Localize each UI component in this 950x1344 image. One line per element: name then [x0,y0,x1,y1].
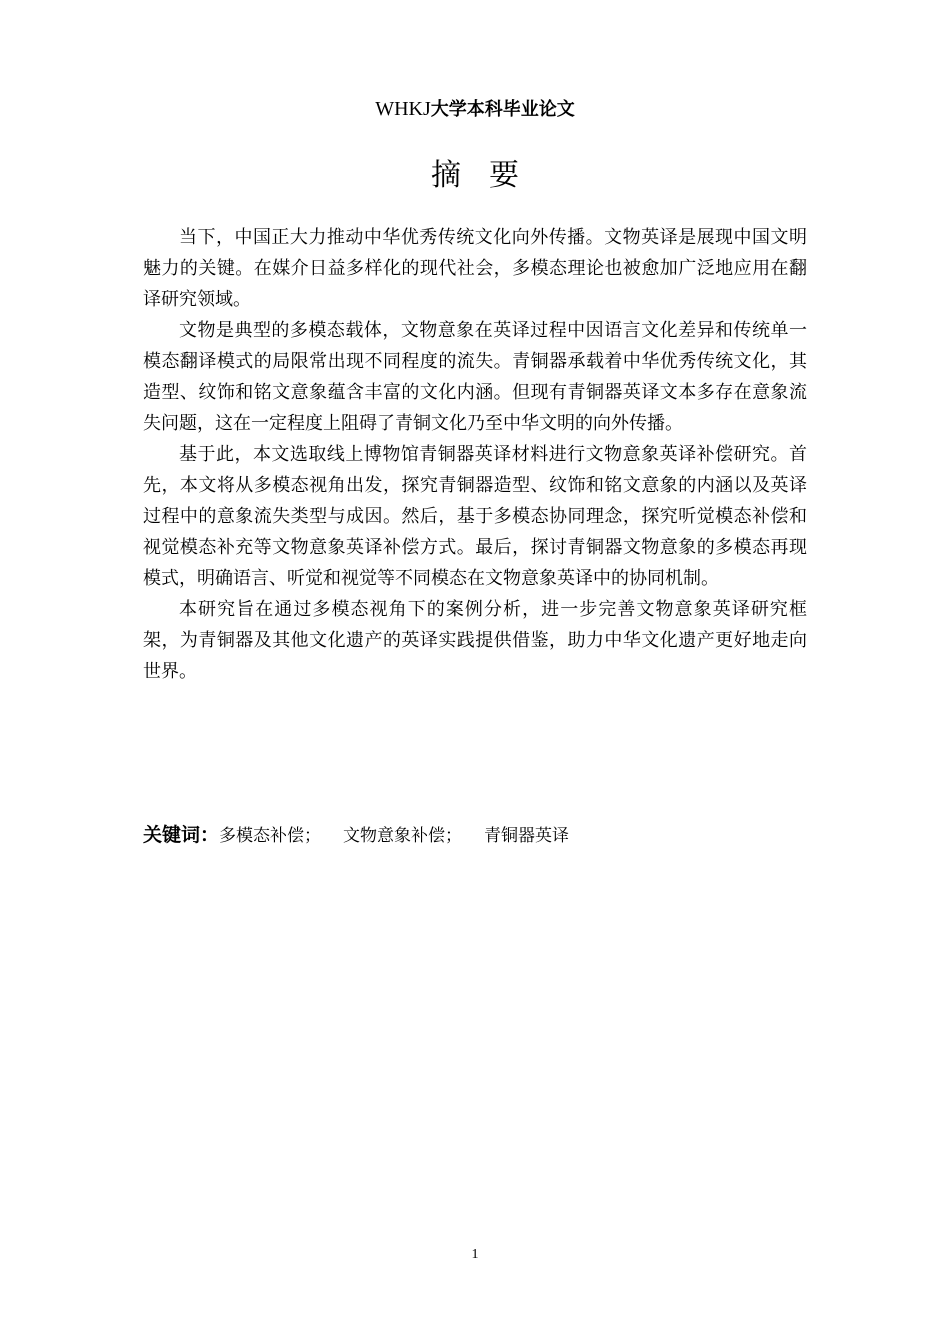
abstract-body [143,222,807,687]
keywords-line [143,820,807,851]
keyword-item: 青铜器英译 [484,826,570,846]
keyword-item: 文物意象补偿； [343,826,463,846]
header-university-code: WHKJ [375,98,431,120]
page-number: 1 [471,1247,479,1262]
keywords-label: 关键词： [143,824,220,846]
abstract-title: 摘要 [431,158,547,193]
abstract-paragraph: 本研究旨在通过多模态视角下的案例分析，进一步完善文物意象英译研究框架，为青铜器及其他文化遗产的英译实践提供借鉴，助力中华文化遗产更好地走向世界。 [143,599,807,682]
running-header [0,94,950,124]
abstract-paragraph: 基于此，本文选取线上博物馆青铜器英译材料进行文物意象英译补偿研究。首先，本文将从多模态视角出发，探究青铜器造型、纹饰和铭文意象的内涵以及英译过程中的意象流失类型与成因。然后，基于多模态协同理念，探究听觉模态补偿和视觉模态补充等文物意象英译补偿方式。最后，探讨青铜器文物意象的多模态再现模式，明确语言、听觉和视觉等不同模态在文物意象英译中的协同机制。 [143,444,807,589]
keyword-item: 多模态补偿； [219,826,322,846]
abstract-paragraph: 文物是典型的多模态载体，文物意象在英译过程中因语言文化差异和传统单一模态翻译模式的局限常出现不同程度的流失。青铜器承载着中华优秀传统文化，其造型、纹饰和铭文意象蕴含丰富的文化内涵。但现有青铜器英译文本多存在意象流失问题，这在一定程度上阻碍了青铜文化乃至中华文明的向外传播。 [143,320,807,434]
abstract-paragraph: 当下，中国正大力推动中华优秀传统文化向外传播。文物英译是展现中国文明魅力的关键。在媒介日益多样化的现代社会，多模态理论也被愈加广泛地应用在翻译研究领域。 [143,227,807,310]
header-thesis-type: 大学本科毕业论文 [430,99,575,120]
